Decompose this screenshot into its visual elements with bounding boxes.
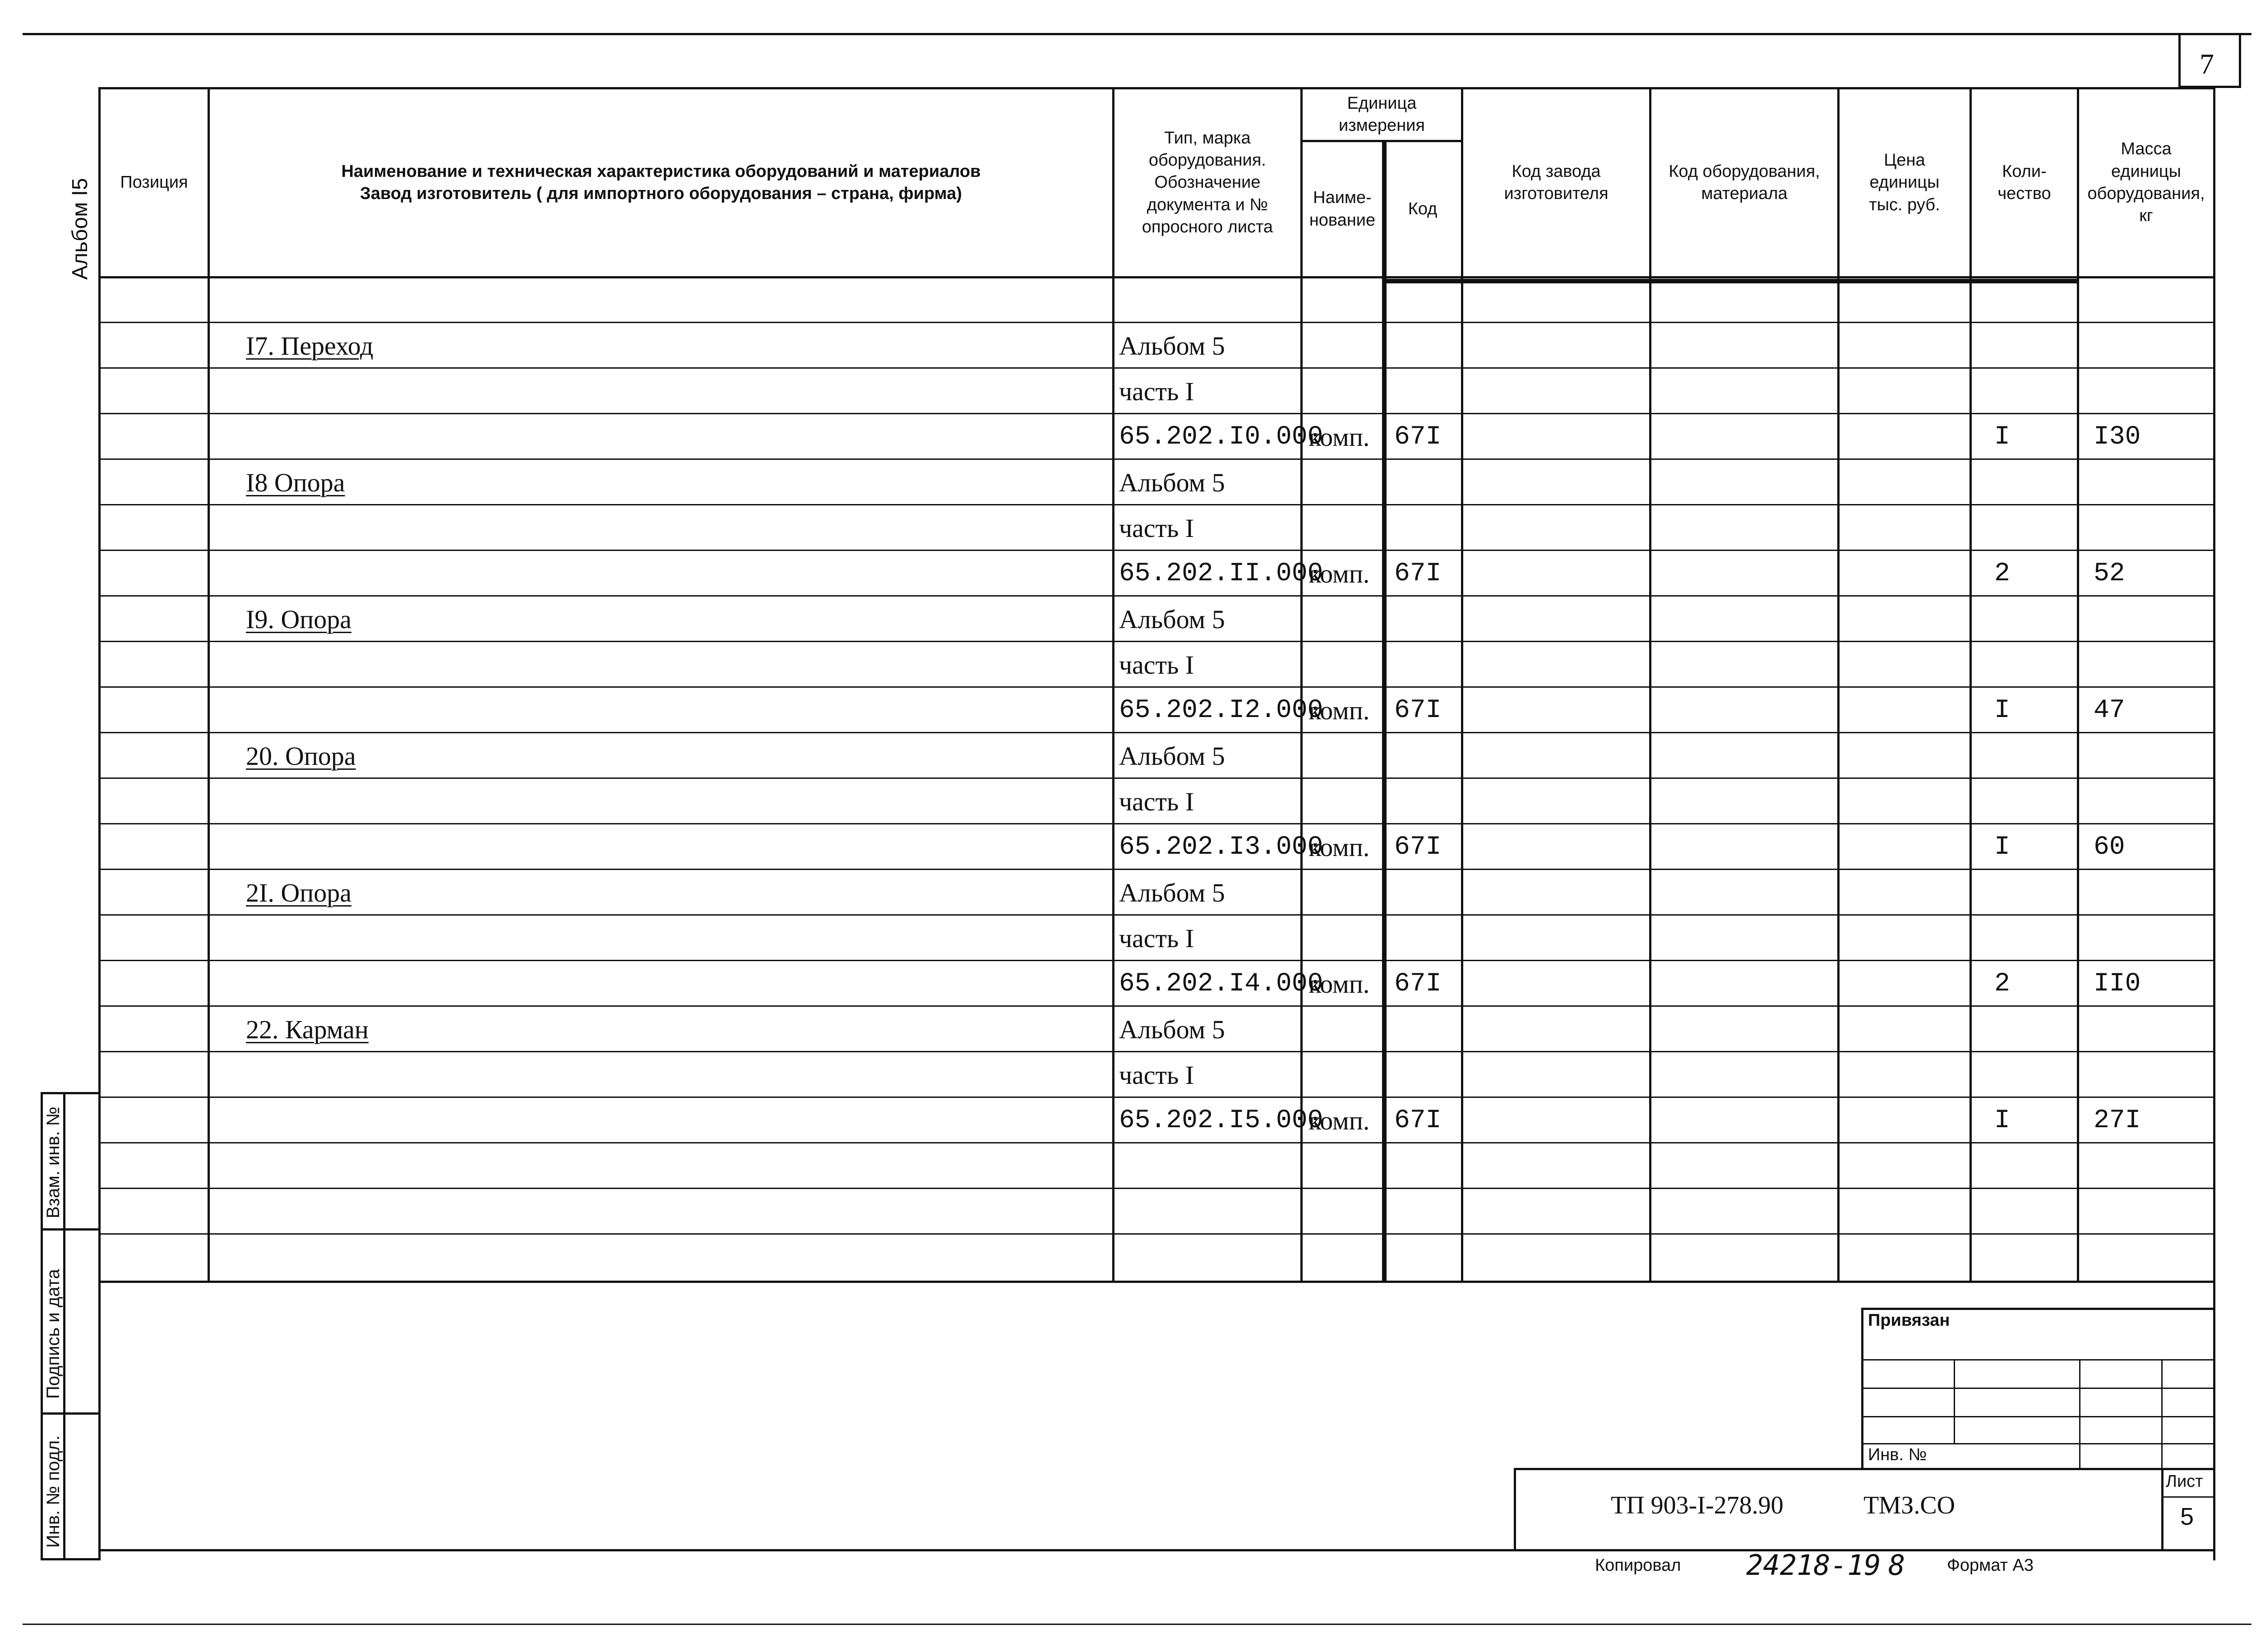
item-unit: комп. <box>1308 1106 1370 1135</box>
item-part: часть I <box>1119 377 1194 406</box>
item-code: 67I <box>1394 969 1442 999</box>
row-line <box>98 504 2215 505</box>
stamp-replace-inv: Взам. инв. № <box>43 1106 63 1218</box>
item-name: 20. Опора <box>246 741 356 771</box>
sheet-number: 5 <box>2180 1503 2194 1530</box>
doc-code: ТП 903-I-278.90 <box>1611 1491 1784 1519</box>
item-unit: комп. <box>1308 422 1370 452</box>
table-bottom <box>98 1281 2215 1283</box>
bound-row-3 <box>1861 1416 2213 1417</box>
item-qty: I <box>1994 833 2010 862</box>
top-border-line <box>23 33 2251 35</box>
item-name: I9. Опора <box>246 605 351 634</box>
item-doc: 65.202.I3.000 <box>1119 833 1323 862</box>
item-code: 67I <box>1394 696 1442 725</box>
corner-box-right <box>2239 33 2241 87</box>
row-line <box>98 777 2215 779</box>
item-code: 67I <box>1394 833 1442 862</box>
row-line <box>98 641 2215 642</box>
item-name: 2I. Опора <box>246 878 351 907</box>
bound-col-1 <box>1954 1359 1955 1443</box>
item-code: 67I <box>1394 422 1442 452</box>
header-factory-code: Код завода изготовителя <box>1504 162 1609 203</box>
sheet-corner-number: 7 <box>2200 48 2214 80</box>
footer-copied: Копировал <box>1595 1556 1681 1575</box>
footer-handwritten-number: 24218-19 <box>1746 1549 1881 1582</box>
item-mass: 60 <box>2094 833 2125 862</box>
item-qty: 2 <box>1994 969 2010 999</box>
item-album: Альбом 5 <box>1119 1015 1225 1044</box>
item-album: Альбом 5 <box>1119 741 1225 771</box>
header-mass: Масса единицы оборудования, кг <box>2087 139 2205 226</box>
row-line <box>98 1097 2215 1098</box>
header-quantity: Коли- чество <box>1997 162 2051 203</box>
row-line <box>98 914 2215 916</box>
row-line <box>98 322 2215 323</box>
footer-handwritten-suffix: 8 <box>1888 1549 1905 1582</box>
item-doc: 65.202.I0.000 <box>1119 422 1323 452</box>
item-album: Альбом 5 <box>1119 468 1225 497</box>
stamp-left <box>41 1092 43 1560</box>
bound-row-1 <box>1861 1359 2213 1360</box>
sheet-label: Лист <box>2166 1472 2203 1491</box>
album-side-label: Альбом I5 <box>68 178 92 280</box>
item-qty: I <box>1994 696 2010 725</box>
item-unit: комп. <box>1308 696 1370 725</box>
row-line <box>98 1233 2215 1235</box>
grid-thick-top <box>1382 279 2077 283</box>
row-line <box>98 732 2215 733</box>
row-line <box>98 1005 2215 1007</box>
item-qty: I <box>1994 1106 2010 1135</box>
item-part: часть I <box>1119 924 1194 953</box>
footer-format: Формат А3 <box>1947 1556 2034 1575</box>
header-name: Наименование и техническая характеристика оборудований и материалов Завод изготовитель ( для импортного оборудования – страна, фирма) <box>341 162 981 203</box>
item-album: Альбом 5 <box>1119 605 1225 634</box>
col-line-4 <box>1382 140 1387 1281</box>
row-line <box>98 823 2215 824</box>
item-doc: 65.202.I5.000 <box>1119 1106 1323 1135</box>
header-equipment-code: Код оборудования, материала <box>1669 162 1820 203</box>
stamp-div-1 <box>41 1228 101 1231</box>
item-code: 67I <box>1394 559 1442 588</box>
bound-col-2 <box>2079 1359 2080 1468</box>
row-line <box>98 367 2215 369</box>
item-mass: I30 <box>2094 422 2141 452</box>
bound-row-4 <box>1861 1443 2213 1444</box>
item-mass: II0 <box>2094 969 2141 999</box>
bound-row-2 <box>1861 1388 2213 1389</box>
row-line <box>98 869 2215 870</box>
item-part: часть I <box>1119 787 1194 816</box>
stamp-div-2 <box>41 1412 101 1415</box>
item-part: часть I <box>1119 650 1194 680</box>
header-unit-name: Наиме- нование <box>1309 188 1376 230</box>
item-mass: 27I <box>2094 1106 2141 1135</box>
stamp-inv-original: Инв. № подл. <box>43 1435 63 1548</box>
item-unit: комп. <box>1308 559 1370 588</box>
item-name: I8 Опора <box>246 468 345 497</box>
item-mass: 47 <box>2094 696 2125 725</box>
header-position: Позиция <box>120 173 188 192</box>
corner-box-left <box>2178 33 2181 87</box>
row-line <box>98 686 2215 688</box>
stamp-bottom <box>41 1558 101 1560</box>
header-price: Цена единицы тыс. руб. <box>1869 150 1940 214</box>
row-line <box>98 1051 2215 1052</box>
item-doc: 65.202.I2.000 <box>1119 696 1323 725</box>
bottom-border-line <box>23 1624 2251 1625</box>
header-bottom <box>98 276 2215 278</box>
row-line <box>98 458 2215 460</box>
sheet-col-left <box>2161 1468 2164 1549</box>
item-part: часть I <box>1119 514 1194 543</box>
item-unit: комп. <box>1308 833 1370 862</box>
row-line <box>98 550 2215 551</box>
row-line <box>98 413 2215 414</box>
row-line <box>98 960 2215 961</box>
item-code: 67I <box>1394 1106 1442 1135</box>
bound-col-3 <box>2161 1359 2163 1468</box>
bound-top <box>1861 1308 2213 1310</box>
item-album: Альбом 5 <box>1119 878 1225 907</box>
item-name: I7. Переход <box>246 331 374 361</box>
code-block-top <box>1514 1468 2213 1470</box>
header-unit-code: Код <box>1408 199 1438 218</box>
item-doc: 65.202.I4.000 <box>1119 969 1323 999</box>
doc-mark: ТМЗ.СО <box>1863 1491 1956 1519</box>
row-line <box>98 595 2215 597</box>
item-album: Альбом 5 <box>1119 331 1225 361</box>
item-doc: 65.202.II.000 <box>1119 559 1323 588</box>
inv-no-label: Инв. № <box>1868 1445 1927 1464</box>
stamp-top <box>41 1092 101 1094</box>
sheet-divider <box>2161 1496 2213 1498</box>
item-qty: 2 <box>1994 559 2010 588</box>
header-type: Тип, марка оборудования. Обозначение документа и № опросного листа <box>1142 128 1273 237</box>
header-unit-group: Единица измерения <box>1339 93 1425 135</box>
bound-label: Привязан <box>1868 1311 1950 1330</box>
item-unit: комп. <box>1308 969 1370 999</box>
item-mass: 52 <box>2094 559 2125 588</box>
row-line <box>98 1188 2215 1189</box>
item-name: 22. Карман <box>246 1015 369 1044</box>
item-part: часть I <box>1119 1060 1194 1090</box>
stamp-sign-date: Подпись и дата <box>43 1269 63 1399</box>
row-line <box>98 1142 2215 1143</box>
code-block-left <box>1514 1468 1516 1549</box>
item-qty: I <box>1994 422 2010 452</box>
